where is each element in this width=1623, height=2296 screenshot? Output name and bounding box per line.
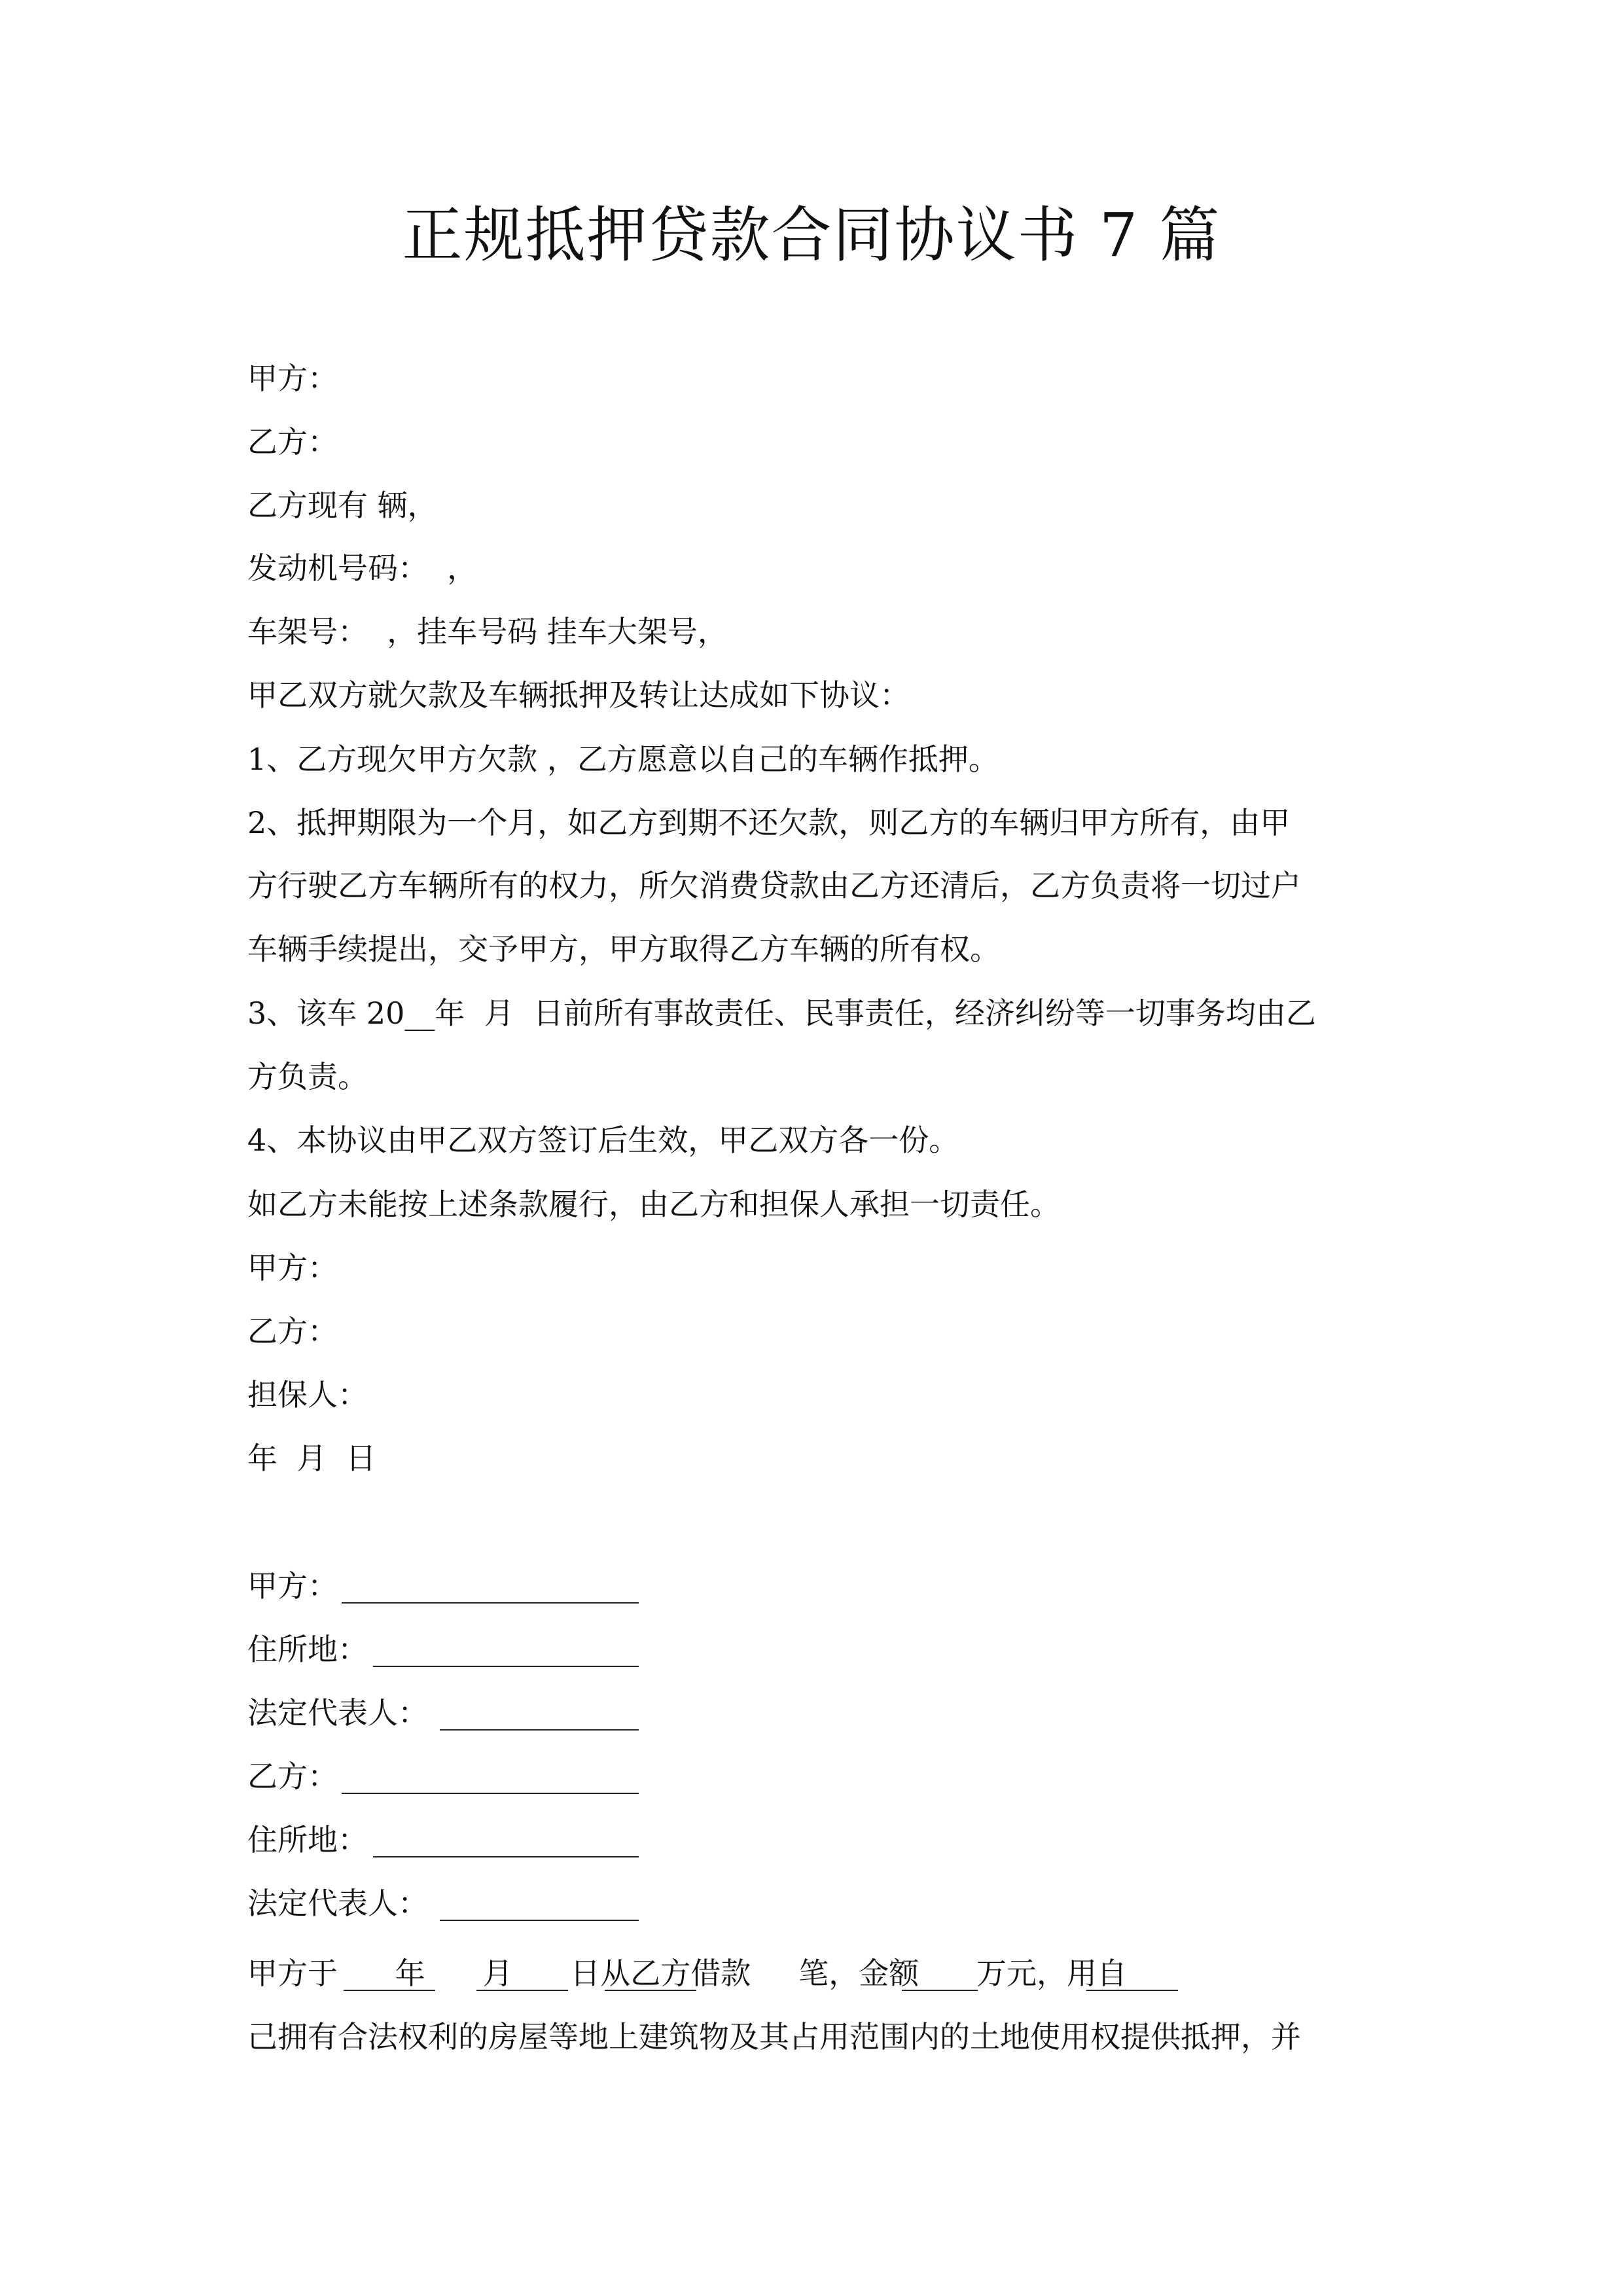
line-clause-4: 4、本协议由甲乙双方签订后生效，甲乙双方各一份。 bbox=[247, 1122, 959, 1158]
line-liability: 如乙方未能按上述条款履行，由乙方和担保人承担一切责任。 bbox=[247, 1187, 1060, 1222]
tail-count-blank bbox=[902, 1990, 978, 1991]
tail-amount-blank bbox=[1086, 1990, 1178, 1991]
tail-year-blank bbox=[344, 1990, 435, 1991]
tail-day-blank bbox=[605, 1990, 696, 1991]
line-clause-1: 1、乙方现欠甲方欠款 ，乙方愿意以自己的车辆作抵押。 bbox=[247, 742, 999, 777]
document-title: 正规抵押贷款合同协议书 7 篇 bbox=[402, 200, 1221, 270]
line-sign-party-a: 甲方： bbox=[247, 1250, 338, 1285]
line-clause-3a: 3、该车 20__年 月 日前所有事故责任、民事责任，经济纠纷等一切事务均由乙 bbox=[247, 996, 1316, 1031]
tail-line-1: 甲方于 年 月 日从乙方借款 笔，金额 万元，用自 bbox=[247, 1956, 1128, 1991]
tail-month-blank bbox=[476, 1990, 568, 1991]
form-party-b-label: 乙方： bbox=[247, 1759, 338, 1794]
form-residence-b-blank bbox=[373, 1856, 639, 1857]
line-date: 年 月 日 bbox=[247, 1441, 376, 1476]
form-legal-rep-b-label: 法定代表人： bbox=[247, 1886, 428, 1921]
form-party-a-blank bbox=[342, 1602, 639, 1604]
line-clause-2b: 方行驶乙方车辆所有的权力，所欠消费贷款由乙方还清后，乙方负责将一切过户 bbox=[247, 868, 1301, 903]
form-party-b-blank bbox=[342, 1793, 639, 1794]
line-guarantor: 担保人： bbox=[247, 1377, 368, 1412]
form-residence-a-blank bbox=[373, 1666, 639, 1667]
line-clause-2c: 车辆手续提出，交予甲方，甲方取得乙方车辆的所有权。 bbox=[247, 931, 1000, 967]
form-residence-b-label: 住所地： bbox=[247, 1822, 368, 1857]
line-vehicle: 乙方现有 辆， bbox=[247, 488, 438, 523]
form-residence-a-label: 住所地： bbox=[247, 1632, 368, 1667]
line-clause-3b: 方负责。 bbox=[247, 1059, 368, 1094]
line-frame-number: 车架号： ，挂车号码 挂车大架号， bbox=[247, 614, 728, 649]
line-agreement-intro: 甲乙双方就欠款及车辆抵押及转让达成如下协议： bbox=[247, 677, 910, 713]
line-engine-number: 发动机号码： ， bbox=[247, 550, 478, 586]
line-sign-party-b: 乙方： bbox=[247, 1314, 338, 1349]
form-legal-rep-b-blank bbox=[440, 1920, 639, 1921]
line-party-b: 乙方： bbox=[247, 424, 338, 459]
tail-line-2: 己拥有合法权利的房屋等地上建筑物及其占用范围内的土地使用权提供抵押，并 bbox=[247, 2019, 1301, 2054]
line-clause-2a: 2、抵押期限为一个月，如乙方到期不还欠款，则乙方的车辆归甲方所有，由甲 bbox=[247, 805, 1291, 840]
form-party-a-label: 甲方： bbox=[247, 1568, 338, 1604]
form-legal-rep-a-label: 法定代表人： bbox=[247, 1695, 428, 1731]
line-party-a: 甲方： bbox=[247, 361, 338, 396]
form-legal-rep-a-blank bbox=[440, 1729, 639, 1731]
